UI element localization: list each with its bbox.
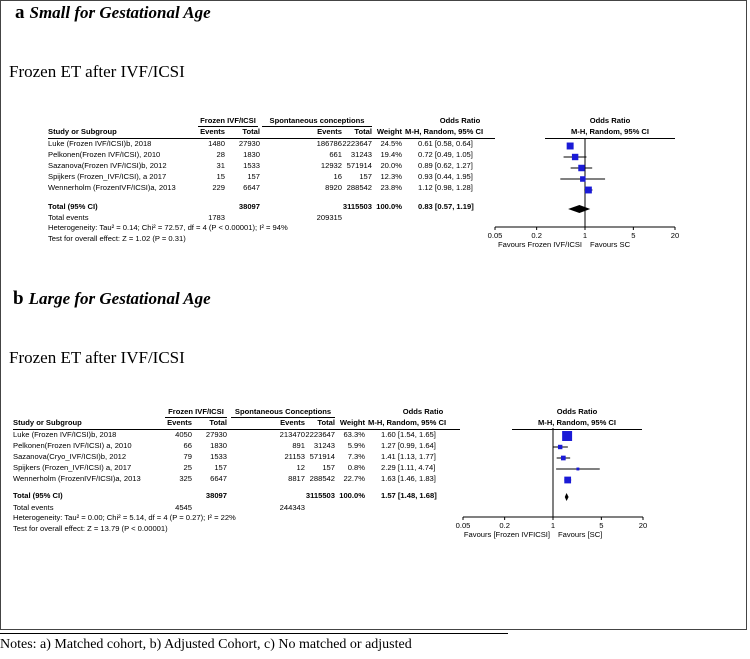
study-name: Sazanova(Frozen IVF/ICSI)b, 2012 bbox=[48, 161, 167, 170]
panel-a-subtitle: Frozen ET after IVF/ICSI bbox=[9, 62, 185, 81]
tick-label: 0.05 bbox=[487, 231, 503, 240]
col-weight: Weight bbox=[339, 418, 365, 427]
col-events1: Events bbox=[167, 418, 192, 427]
col-weight: Weight bbox=[376, 127, 402, 136]
events1: 25 bbox=[183, 463, 192, 472]
panel-a-heading bbox=[15, 2, 211, 24]
events1: 1480 bbox=[208, 139, 225, 148]
panel-b-subtitle: Frozen ET after IVF/ICSI bbox=[9, 348, 185, 367]
panel-title: Large for Gestational Age bbox=[28, 289, 211, 308]
total1: 1830 bbox=[243, 150, 260, 159]
total2-sum: 3115503 bbox=[342, 202, 372, 211]
study-marker bbox=[578, 165, 584, 171]
events2: 661 bbox=[329, 150, 342, 159]
total-events2: 209315 bbox=[316, 213, 342, 222]
study-name: Sazanova(Cryo_IVF/ICSI)b, 2012 bbox=[13, 452, 127, 461]
forest-plot-a bbox=[480, 136, 700, 251]
panel-b-heading bbox=[13, 288, 211, 310]
study-marker bbox=[558, 445, 562, 449]
study-marker bbox=[585, 187, 592, 194]
weight: 0.8% bbox=[347, 463, 365, 472]
heterogeneity: Heterogeneity: Tau² = 0.14; Chi² = 72.57, df = 4 (P < 0.00001); I² = 94% bbox=[48, 223, 288, 232]
or-ci: 1.41 [1.13, 1.77] bbox=[381, 452, 436, 461]
total2: 157 bbox=[322, 463, 335, 472]
events1: 28 bbox=[216, 150, 225, 159]
study-name: Luke (Frozen IVF/ICSI)b, 2018 bbox=[13, 430, 117, 439]
study-name: Wennerholm (FrozenIVF/ICSI)a, 2013 bbox=[48, 183, 176, 192]
weight: 20.0% bbox=[380, 161, 402, 170]
notes-rule bbox=[0, 633, 508, 634]
total2: 288542 bbox=[346, 183, 372, 192]
tick-label: 0.2 bbox=[531, 231, 542, 240]
study-name: Spijkers (Frozen_IVF/ICSI) a, 2017 bbox=[13, 463, 132, 472]
tick-label: 1 bbox=[550, 521, 556, 530]
or-ci: 1.60 [1.54, 1.65] bbox=[381, 430, 436, 439]
weight: 24.5% bbox=[380, 139, 402, 148]
total1: 27930 bbox=[205, 430, 227, 439]
events2: 8920 bbox=[325, 183, 342, 192]
heterogeneity: Heterogeneity: Tau² = 0.00; Chi² = 5.14, df = 4 (P = 0.27); I² = 22% bbox=[13, 513, 236, 522]
tick-label: 0.2 bbox=[499, 521, 510, 530]
events2: 16 bbox=[333, 172, 342, 181]
panel-title: Small for Gestational Age bbox=[29, 3, 211, 22]
favours-left: Favours [Frozen IVFICSI] bbox=[463, 530, 550, 539]
or-ci: 1.12 [0.98, 1.28] bbox=[418, 183, 473, 192]
weight: 7.3% bbox=[347, 452, 365, 461]
total-weight: 100.0% bbox=[339, 491, 365, 500]
total-events2: 244343 bbox=[279, 503, 305, 512]
events2: 21153 bbox=[284, 452, 305, 461]
overall-effect: Test for overall effect: Z = 13.79 (P < 0.00001) bbox=[13, 524, 168, 533]
tick-label: 5 bbox=[599, 521, 604, 530]
group1-label: Frozen IVF/ICSI bbox=[200, 116, 256, 125]
pooled-diamond bbox=[568, 205, 590, 213]
group2-label: Spontaneous Conceptions bbox=[234, 407, 332, 416]
group1-label: Frozen IVF/ICSI bbox=[168, 407, 224, 416]
col-total2: Total bbox=[354, 127, 372, 136]
total1: 27930 bbox=[238, 139, 260, 148]
total1: 1533 bbox=[210, 452, 227, 461]
events2: 891 bbox=[292, 441, 305, 450]
total1: 1830 bbox=[210, 441, 227, 450]
total1-sum: 38097 bbox=[205, 491, 227, 500]
study-marker bbox=[561, 456, 566, 461]
total-events1: 4545 bbox=[175, 503, 192, 512]
col-or-method: M-H, Random, 95% CI bbox=[368, 418, 447, 427]
total2: 2223647 bbox=[342, 139, 372, 148]
pooled-or-ci: 0.83 [0.57, 1.19] bbox=[418, 202, 474, 211]
total-label: Total (95% CI) bbox=[48, 202, 98, 211]
study-name: Spijkers (Frozen_IVF/ICSI), a 2017 bbox=[48, 172, 167, 181]
total1: 157 bbox=[247, 172, 260, 181]
study-marker bbox=[567, 143, 574, 150]
events1: 31 bbox=[216, 161, 225, 170]
study-marker bbox=[562, 431, 572, 441]
panel-letter: a bbox=[15, 2, 25, 23]
total-label: Total (95% CI) bbox=[13, 491, 63, 500]
total-events-label: Total events bbox=[48, 213, 89, 222]
total2: 571914 bbox=[309, 452, 335, 461]
study-marker bbox=[564, 477, 571, 484]
total2-sum: 3115503 bbox=[305, 491, 335, 500]
study-marker bbox=[576, 468, 579, 471]
study-marker bbox=[572, 154, 578, 160]
study-name: Pelkonen(Frozen IVF/ICSI) a, 2010 bbox=[13, 441, 132, 450]
total2: 31243 bbox=[350, 150, 372, 159]
col-total1: Total bbox=[242, 127, 260, 136]
tick-label: 5 bbox=[631, 231, 636, 240]
or-ci: 0.93 [0.44, 1.95] bbox=[418, 172, 473, 181]
or-ci: 1.27 [0.99, 1.64] bbox=[381, 441, 436, 450]
or-ci: 1.63 [1.46, 1.83] bbox=[381, 474, 436, 483]
or-title-left: Odds Ratio bbox=[402, 407, 444, 416]
tick-label: 1 bbox=[582, 231, 588, 240]
col-events2: Events bbox=[317, 127, 342, 136]
events1: 15 bbox=[216, 172, 225, 181]
study-name: Wennerholm (FrozenIVF/ICSI)a, 2013 bbox=[13, 474, 141, 483]
or-title-left: Odds Ratio bbox=[439, 116, 481, 125]
events1: 229 bbox=[212, 183, 225, 192]
total2: 2223647 bbox=[305, 430, 335, 439]
col-events1: Events bbox=[200, 127, 225, 136]
events2: 213470 bbox=[279, 430, 305, 439]
total2: 288542 bbox=[309, 474, 335, 483]
footnote: Notes: a) Matched cohort, b) Adjusted Cohort, c) No matched or adjusted bbox=[0, 637, 412, 652]
total1: 1533 bbox=[243, 161, 260, 170]
total1: 6647 bbox=[210, 474, 227, 483]
or-ci: 0.89 [0.62, 1.27] bbox=[418, 161, 473, 170]
total-weight: 100.0% bbox=[376, 202, 402, 211]
events1: 4050 bbox=[175, 430, 192, 439]
weight: 63.3% bbox=[343, 430, 365, 439]
or-ci: 0.61 [0.58, 0.64] bbox=[418, 139, 473, 148]
col-total2: Total bbox=[317, 418, 335, 427]
forest-plot-b bbox=[448, 426, 668, 541]
group2-label: Spontaneous conceptions bbox=[269, 116, 365, 125]
pooled-or-ci: 1.57 [1.48, 1.68] bbox=[381, 491, 437, 500]
or-title-right: Odds Ratio bbox=[556, 407, 598, 416]
events1: 325 bbox=[179, 474, 192, 483]
events2: 12 bbox=[296, 463, 305, 472]
study-marker bbox=[580, 176, 586, 182]
col-study: Study or Subgroup bbox=[13, 418, 82, 427]
total1: 157 bbox=[214, 463, 227, 472]
pooled-diamond bbox=[565, 493, 569, 501]
tick-label: 0.05 bbox=[455, 521, 471, 530]
col-or-method-plot: M-H, Random, 95% CI bbox=[537, 418, 617, 427]
col-study: Study or Subgroup bbox=[48, 127, 117, 136]
favours-right: Favours [SC] bbox=[558, 530, 603, 539]
panel-letter: b bbox=[13, 288, 24, 309]
col-or-method: M-H, Random, 95% CI bbox=[405, 127, 484, 136]
events1: 79 bbox=[183, 452, 192, 461]
study-name: Luke (Frozen IVF/ICSI)b, 2018 bbox=[48, 139, 152, 148]
weight: 23.8% bbox=[380, 183, 402, 192]
events2: 12932 bbox=[320, 161, 342, 170]
tick-label: 20 bbox=[670, 231, 680, 240]
total2: 31243 bbox=[313, 441, 335, 450]
total1-sum: 38097 bbox=[238, 202, 260, 211]
total-events1: 1783 bbox=[208, 213, 225, 222]
or-ci: 2.29 [1.11, 4.74] bbox=[381, 463, 436, 472]
events2: 186786 bbox=[316, 139, 342, 148]
total-events-label: Total events bbox=[13, 503, 54, 512]
total1: 6647 bbox=[243, 183, 260, 192]
events1: 66 bbox=[183, 441, 192, 450]
col-events2: Events bbox=[280, 418, 305, 427]
total2: 157 bbox=[359, 172, 372, 181]
or-ci: 0.72 [0.49, 1.05] bbox=[418, 150, 473, 159]
total2: 571914 bbox=[346, 161, 372, 170]
weight: 5.9% bbox=[347, 441, 365, 450]
overall-effect: Test for overall effect: Z = 1.02 (P = 0.31) bbox=[48, 234, 186, 243]
favours-left: Favours Frozen IVF/ICSI bbox=[498, 240, 582, 249]
events2: 8817 bbox=[288, 474, 305, 483]
weight: 19.4% bbox=[380, 150, 402, 159]
weight: 12.3% bbox=[380, 172, 402, 181]
favours-right: Favours SC bbox=[590, 240, 631, 249]
col-total1: Total bbox=[209, 418, 227, 427]
weight: 22.7% bbox=[343, 474, 365, 483]
col-or-method-plot: M-H, Random, 95% CI bbox=[570, 127, 650, 136]
study-name: Pelkonen(Frozen IVF/ICSI), 2010 bbox=[48, 150, 161, 159]
tick-label: 20 bbox=[638, 521, 648, 530]
or-title-right: Odds Ratio bbox=[589, 116, 631, 125]
